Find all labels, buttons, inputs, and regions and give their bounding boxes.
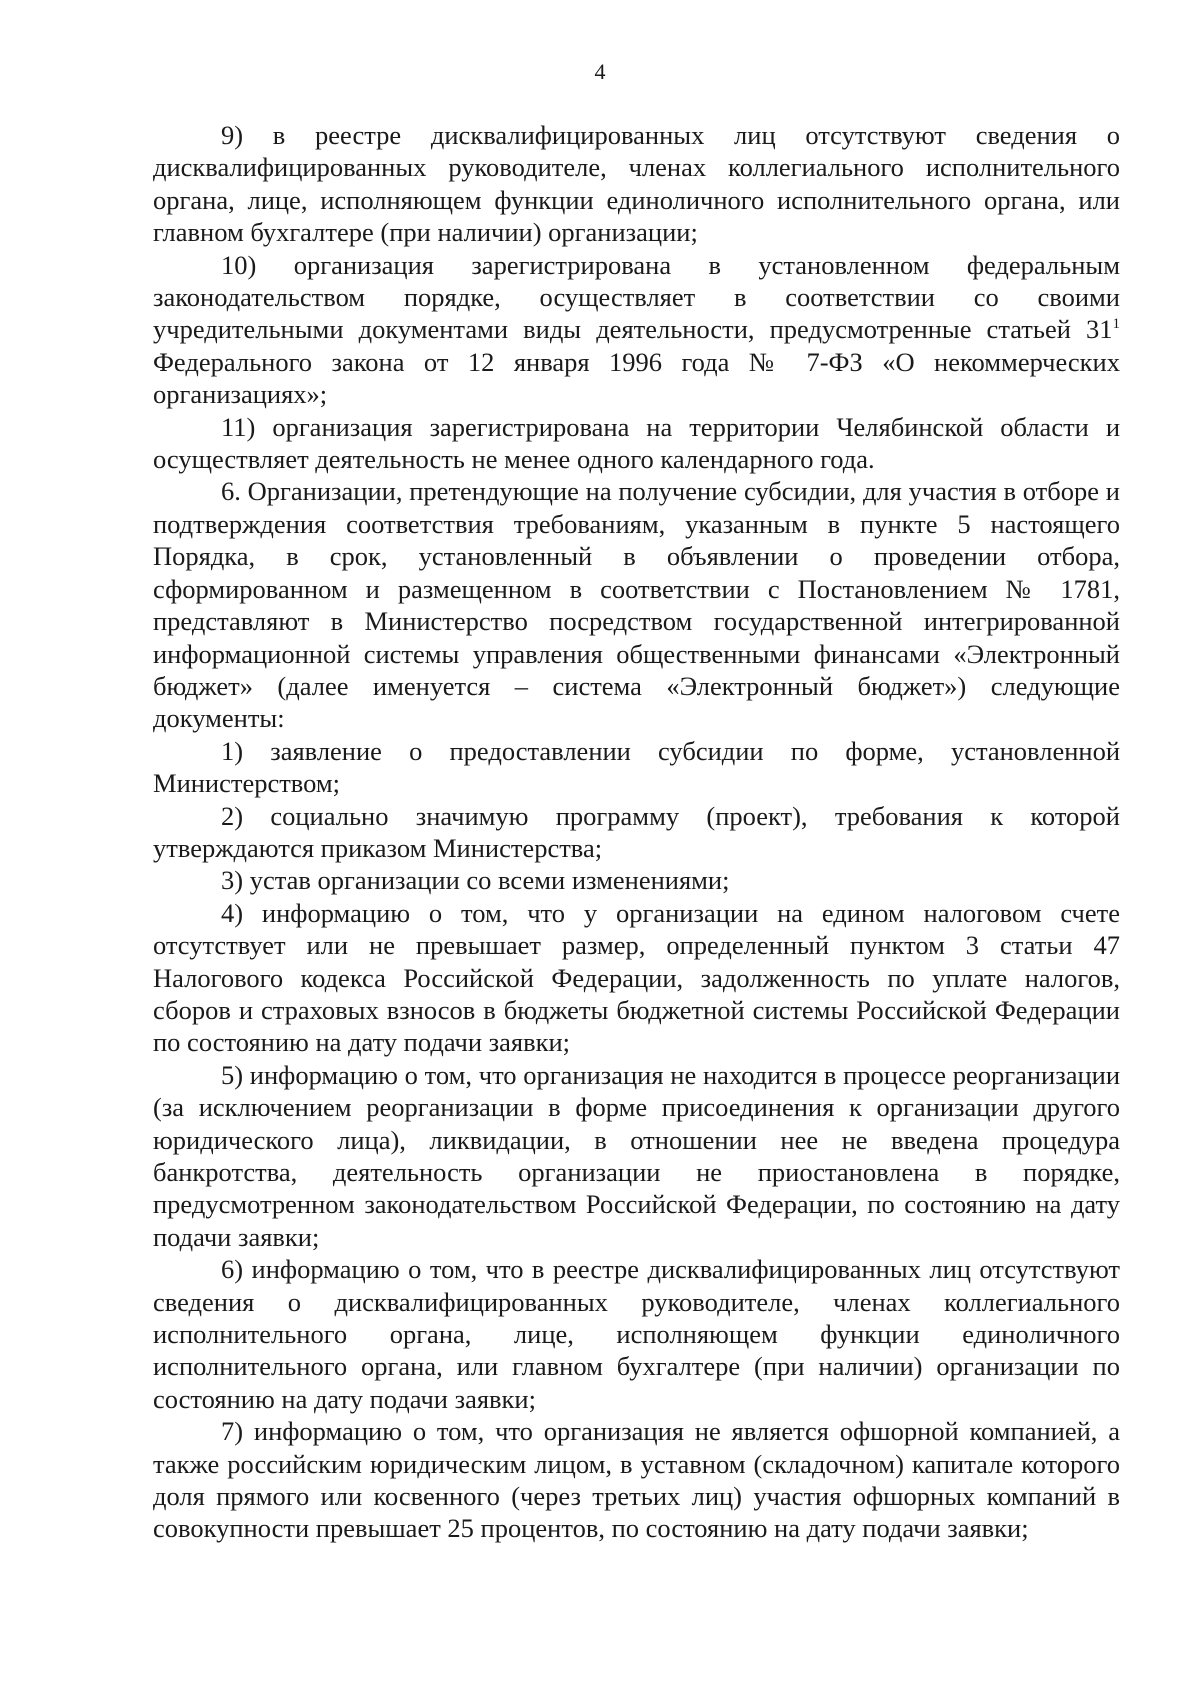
paragraph-doc-4: 4) информацию о том, что у организации на едином налоговом счете отсутствует или не превышает размер, определенный пунктом 3 статьи 47 Налогового кодекса Российской Федерации, задолженность по уплате налогов, сборов и страховых взносов в бюджеты бюджетной системы Российской Федерации по состоянию на дату подачи заявки; [153,897,1120,1058]
paragraph-doc-3: 3) устав организации со всеми изменениями; [221,865,730,896]
paragraph-doc-5: 5) информацию о том, что организация не находится в процессе реорганизации (за исключением реорганизации в форме присоединения к организации другого юридического лица), ликвидации, в отношении нее не введена процедура банкротства, деятельность организации не приостановлена в порядке, предусмотренном законодательством Российской Федерации, по состоянию на дату подачи заявки; [153,1059,1120,1252]
paragraph-item-9: 9) в реестре дисквалифицированных лиц отсутствуют сведения о дисквалифицированных руководителе, членах коллегиального исполнительного органа, лице, исполняющем функции единоличного исполнительного органа, или главном бухгалтере (при наличии) организации; [153,120,1120,248]
paragraph-doc-6: 6) информацию о том, что в реестре дисквалифицированных лиц отсутствуют сведения о дисквалифицированных руководителе, членах коллегиального исполнительного органа, лице, исполняющем функции единоличного исполнительного органа, или главном бухгалтере (при наличии) организации по состоянию на дату подачи заявки; [153,1254,1120,1414]
paragraph-section-6: 6. Организации, претендующие на получение субсидии, для участия в отборе и подтверждения соответствия требованиям, указанным в пункте 5 настоящего Порядка, в срок, установленный в объявлении о проведении отбора, сформированном и размещенном в соответствии с Постановлением № 1781, представляют в Министерство посредством государственной интегрированной информационной системы управления общественными финансами «Электронный бюджет» (далее именуется – система «Электронный бюджет») следующие документы: [153,476,1120,734]
article-superscript: 1 [1112,316,1120,333]
paragraph-text-after-superscript: Федерального закона от 12 января 1996 года № 7-ФЗ «О некоммерческих организациях»; [153,346,1120,410]
paragraph-item-10 [153,249,1120,411]
document-body [153,119,1120,1545]
page-number: 4 [594,59,606,84]
paragraph-text-before-superscript: 10) организация зарегистрирована в установленном федеральным законодательством порядке, осуществляет в соответствии со своими учредительными документами виды деятельности, предусмотренные статьей 31 [153,249,1120,345]
paragraph-doc-2: 2) социально значимую программу (проект), требования к которой утверждаются приказом Министерства; [153,800,1120,863]
paragraph-doc-1: 1) заявление о предоставлении субсидии по форме, установленной Министерством; [153,735,1120,799]
paragraph-item-11: 11) организация зарегистрирована на территории Челябинской области и осуществляет деятельность не менее одного календарного года. [153,411,1120,475]
paragraph-doc-7: 7) информацию о том, что организация не является офшорной компанией, а также российским юридическим лицом, в уставном (складочном) капитале которого доля прямого или косвенного (через третьих лиц) участия офшорных компаний в совокупности превышает 25 процентов, по состоянию на дату подачи заявки; [153,1416,1120,1544]
